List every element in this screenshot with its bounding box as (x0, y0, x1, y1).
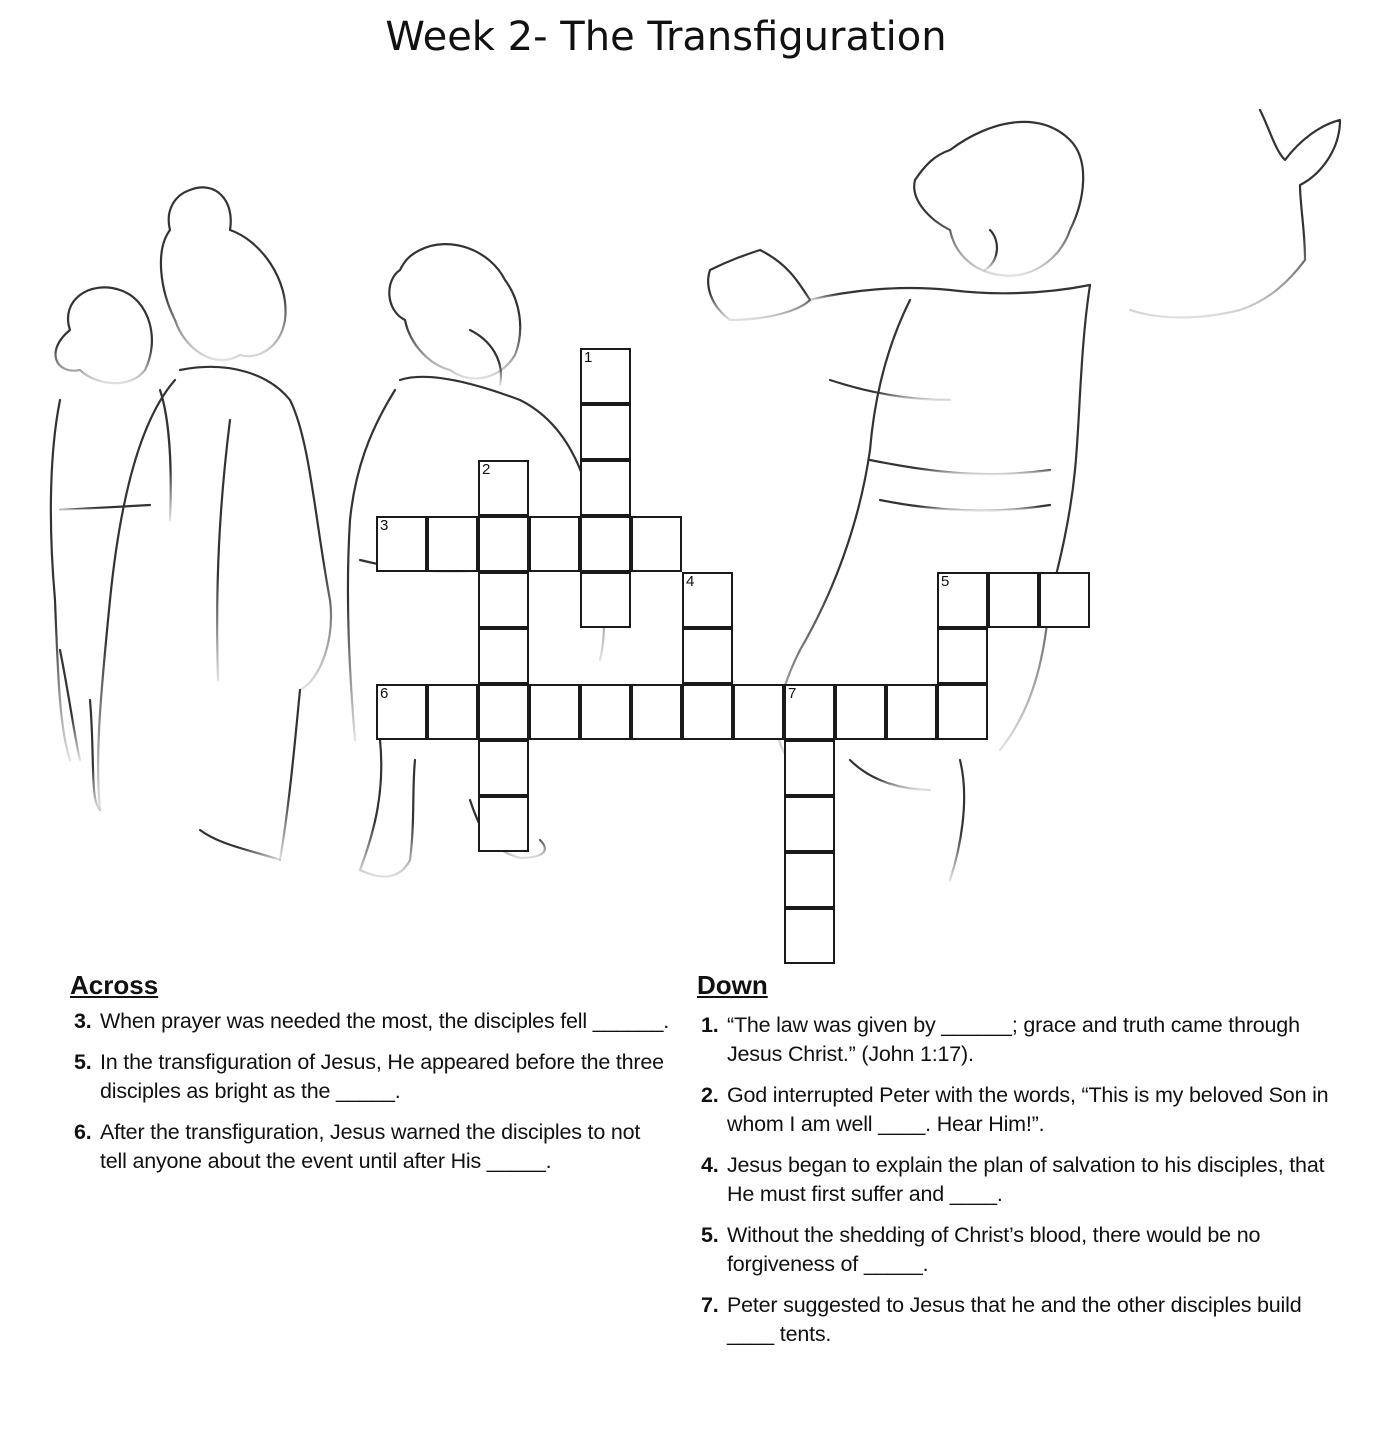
crossword-cell[interactable] (529, 684, 580, 740)
across-clue-number: 5. (74, 1050, 92, 1074)
crossword-cell[interactable] (682, 684, 733, 740)
down-clue-number: 2. (701, 1083, 719, 1107)
cell-number: 5 (941, 573, 950, 590)
across-clues (70, 970, 670, 1188)
crossword-cell[interactable] (529, 516, 580, 572)
crossword-cell[interactable] (886, 684, 937, 740)
down-clue-text: Without the shedding of Christ’s blood, there would be no forgiveness of _____. (727, 1223, 1261, 1276)
down-clue-text: God interrupted Peter with the words, “This is my beloved Son in whom I am well ____. Hear Him!”. (727, 1083, 1329, 1136)
crossword-cell[interactable] (376, 684, 427, 740)
cell-number: 2 (482, 461, 491, 478)
crossword-cell[interactable] (580, 572, 631, 628)
crossword-cell[interactable] (1039, 572, 1090, 628)
crossword-cell[interactable] (682, 572, 733, 628)
crossword-cell[interactable] (478, 740, 529, 796)
across-clue-number: 6. (74, 1120, 92, 1144)
across-clue-text: After the transfiguration, Jesus warned the disciples to not tell anyone about the event until after His _____. (100, 1120, 641, 1173)
crossword-cell[interactable] (784, 684, 835, 740)
crossword-cell[interactable] (580, 348, 631, 404)
across-clue (70, 1048, 670, 1106)
crossword-cell[interactable] (478, 796, 529, 852)
crossword-cell[interactable] (580, 460, 631, 516)
down-clue (697, 1011, 1337, 1069)
crossword-cell[interactable] (580, 404, 631, 460)
across-heading: Across (70, 970, 159, 1000)
down-clues (697, 970, 1337, 1361)
crossword-cell[interactable] (478, 516, 529, 572)
crossword-cell[interactable] (376, 516, 427, 572)
crossword-cell[interactable] (631, 684, 682, 740)
across-clue-text: When prayer was needed the most, the disciples fell ______. (100, 1009, 670, 1033)
cell-number: 3 (380, 517, 389, 534)
crossword-cell[interactable] (478, 684, 529, 740)
crossword-cell[interactable] (784, 908, 835, 964)
across-clue (70, 1007, 670, 1036)
crossword-cell[interactable] (580, 684, 631, 740)
down-clue (697, 1221, 1337, 1279)
across-clue-number: 3. (74, 1009, 92, 1033)
crossword-cell[interactable] (835, 684, 886, 740)
down-clue-number: 7. (701, 1293, 719, 1317)
down-clue-text: Jesus began to explain the plan of salvation to his disciples, that He must first suffer and ____. (727, 1153, 1325, 1206)
crossword-cell[interactable] (478, 460, 529, 516)
down-clue-number: 1. (701, 1013, 719, 1037)
page-title: Week 2- The Transfiguration (385, 14, 947, 60)
crossword-cell[interactable] (937, 684, 988, 740)
crossword-cell[interactable] (580, 516, 631, 572)
cell-number: 7 (788, 685, 797, 702)
down-clue (697, 1081, 1337, 1139)
down-clue (697, 1151, 1337, 1209)
down-clue-number: 4. (701, 1153, 719, 1177)
across-clue (70, 1118, 670, 1176)
crossword-cell[interactable] (937, 572, 988, 628)
cell-number: 4 (686, 573, 695, 590)
down-clue-number: 5. (701, 1223, 719, 1247)
down-clue (697, 1291, 1337, 1349)
down-heading: Down (697, 970, 768, 1000)
crossword-cell[interactable] (784, 796, 835, 852)
crossword-cell[interactable] (784, 740, 835, 796)
crossword-cell[interactable] (427, 684, 478, 740)
down-clue-text: Peter suggested to Jesus that he and the other disciples build ____ tents. (727, 1293, 1302, 1346)
crossword-cell[interactable] (427, 516, 478, 572)
crossword-cell[interactable] (631, 516, 682, 572)
down-clue-text: “The law was given by ______; grace and truth came through Jesus Christ.” (John 1:17). (727, 1013, 1300, 1066)
crossword-cell[interactable] (784, 852, 835, 908)
crossword-cell[interactable] (988, 572, 1039, 628)
crossword-cell[interactable] (478, 572, 529, 628)
crossword-cell[interactable] (478, 628, 529, 684)
cell-number: 1 (584, 349, 593, 366)
crossword-cell[interactable] (733, 684, 784, 740)
crossword-cell[interactable] (682, 628, 733, 684)
crossword-cell[interactable] (937, 628, 988, 684)
across-clue-text: In the transfiguration of Jesus, He appeared before the three disciples as bright as the _____. (100, 1050, 664, 1103)
cell-number: 6 (380, 685, 389, 702)
